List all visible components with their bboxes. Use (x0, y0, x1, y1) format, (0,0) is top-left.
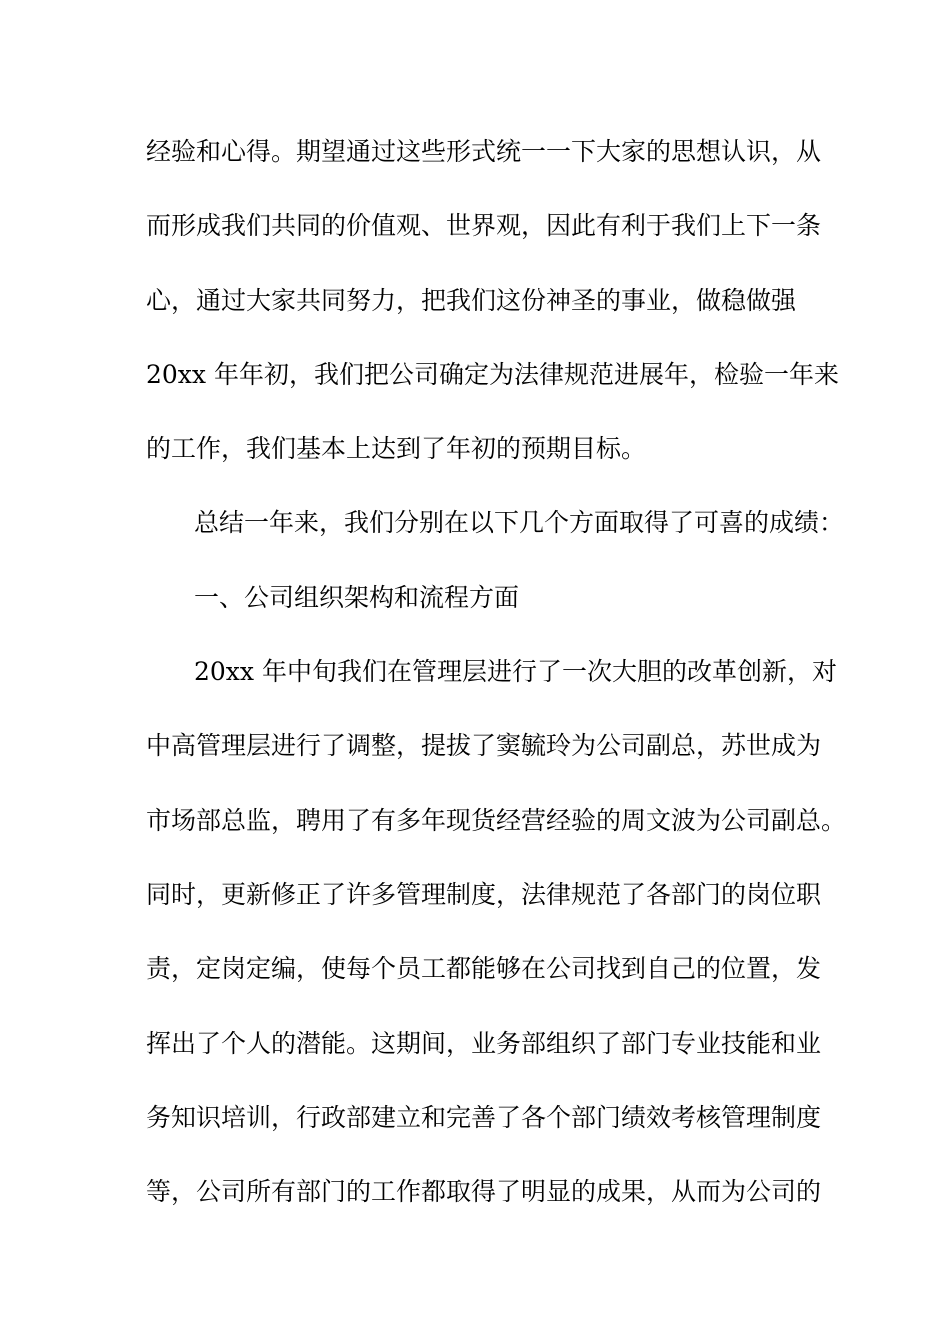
text-line-10: 市场部总监，聘用了有多年现货经营经验的周文波为公司副总。 (146, 805, 847, 835)
text-line-1: 经验和心得。期望通过这些形式统一一下大家的思想认识，从 (146, 137, 822, 166)
text-line-3: 心，通过大家共同努力，把我们这份神圣的事业，做稳做强 (146, 285, 797, 315)
text-line-14: 务知识培训，行政部建立和完善了各个部门绩效考核管理制度 (146, 1102, 822, 1132)
text-line-2: 而形成我们共同的价值观、世界观，因此有利于我们上下一条 (146, 211, 822, 241)
text-line-11: 同时，更新修正了许多管理制度，法律规范了各部门的岗位职 (146, 879, 822, 909)
text-line-5: 的工作，我们基本上达到了年初的预期目标。 (146, 434, 647, 464)
text-line-15: 等，公司所有部门的工作都取得了明显的成果，从而为公司的 (146, 1177, 822, 1207)
text-line-12: 责，定岗定编，使每个员工都能够在公司找到自己的位置，发 (146, 954, 822, 984)
text-line-4: 20xx 年年初，我们把公司确定为法律规范进展年，检验一年来 (146, 359, 839, 389)
body-text (146, 128, 847, 1242)
text-line-13: 挥出了个人的潜能。这期间，业务部组织了部门专业技能和业 (146, 1028, 822, 1058)
text-line-8: 20xx 年中旬我们在管理层进行了一次大胆的改革创新，对 (194, 657, 837, 687)
text-line-9: 中高管理层进行了调整，提拔了窦毓玲为公司副总，苏世成为 (146, 731, 822, 761)
section-heading: 一、公司组织架构和流程方面 (194, 582, 520, 612)
text-line-6: 总结一年来，我们分别在以下几个方面取得了可喜的成绩： (194, 508, 845, 538)
